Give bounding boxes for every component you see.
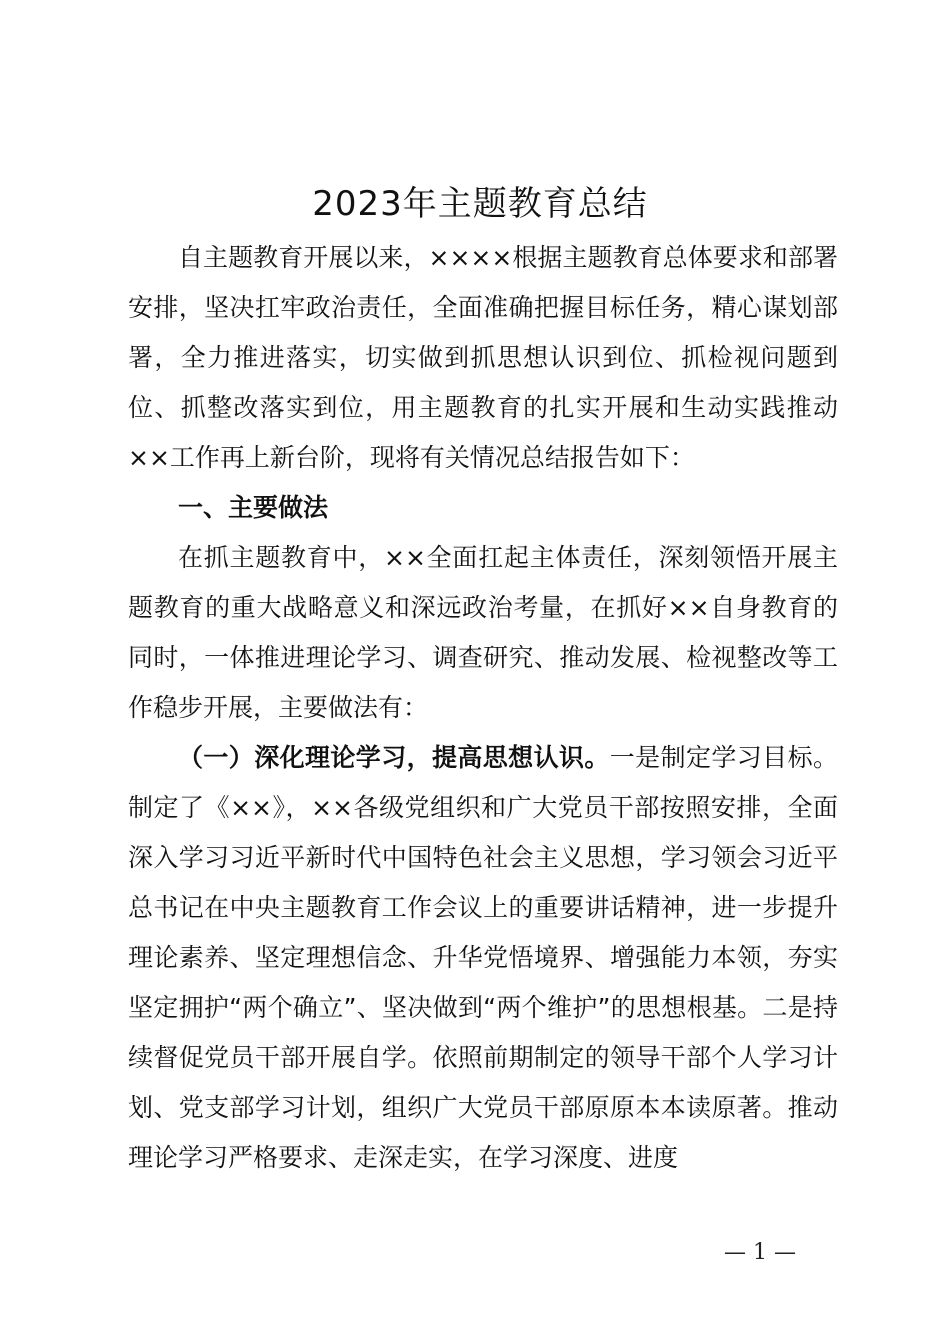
subsection-body: 一是制定学习目标。制定了《××》，××各级党组织和广大党员干部按照安排，全面深入学习习近平新时代中国特色社会主义思想，学习领会习近平总书记在中央主题教育工作会议上的重要讲话精神，进一步提升理论素养、坚定理想信念、升华党悟境界、增强能力本领，夯实坚定拥护“两个确立”、坚决做到“两个维护”的思想根基。二是持续督促党员干部开展自学。依照前期制定的领导干部个人学习计划、党支部学习计划，组织广大党员干部原原本本读原著。推动理论学习严格要求、走深走实，在学习深度、进度	[128, 743, 838, 1172]
subsection-paragraph	[128, 733, 838, 1183]
intro-paragraph: 自主题教育开展以来，××××根据主题教育总体要求和部署安排，坚决扛牢政治责任，全面准确把握目标任务，精心谋划部署，全力推进落实，切实做到抓思想认识到位、抓检视问题到位、抓整改落实到位，用主题教育的扎实开展和生动实践推动××工作再上新台阶，现将有关情况总结报告如下：	[128, 243, 838, 472]
section-heading: 一、主要做法	[178, 493, 329, 522]
section-paragraph: 在抓主题教育中，××全面扛起主体责任，深刻领悟开展主题教育的重大战略意义和深远政治考量，在抓好××自身教育的同时，一体推进理论学习、调查研究、推动发展、检视整改等工作稳步开展，主要做法有：	[128, 543, 838, 722]
document-title: 2023年主题教育总结	[312, 184, 648, 224]
document-body	[128, 233, 838, 1183]
page-number: — 1 —	[724, 1240, 796, 1265]
subsection-title: （一）深化理论学习，提高思想认识。	[178, 743, 610, 772]
